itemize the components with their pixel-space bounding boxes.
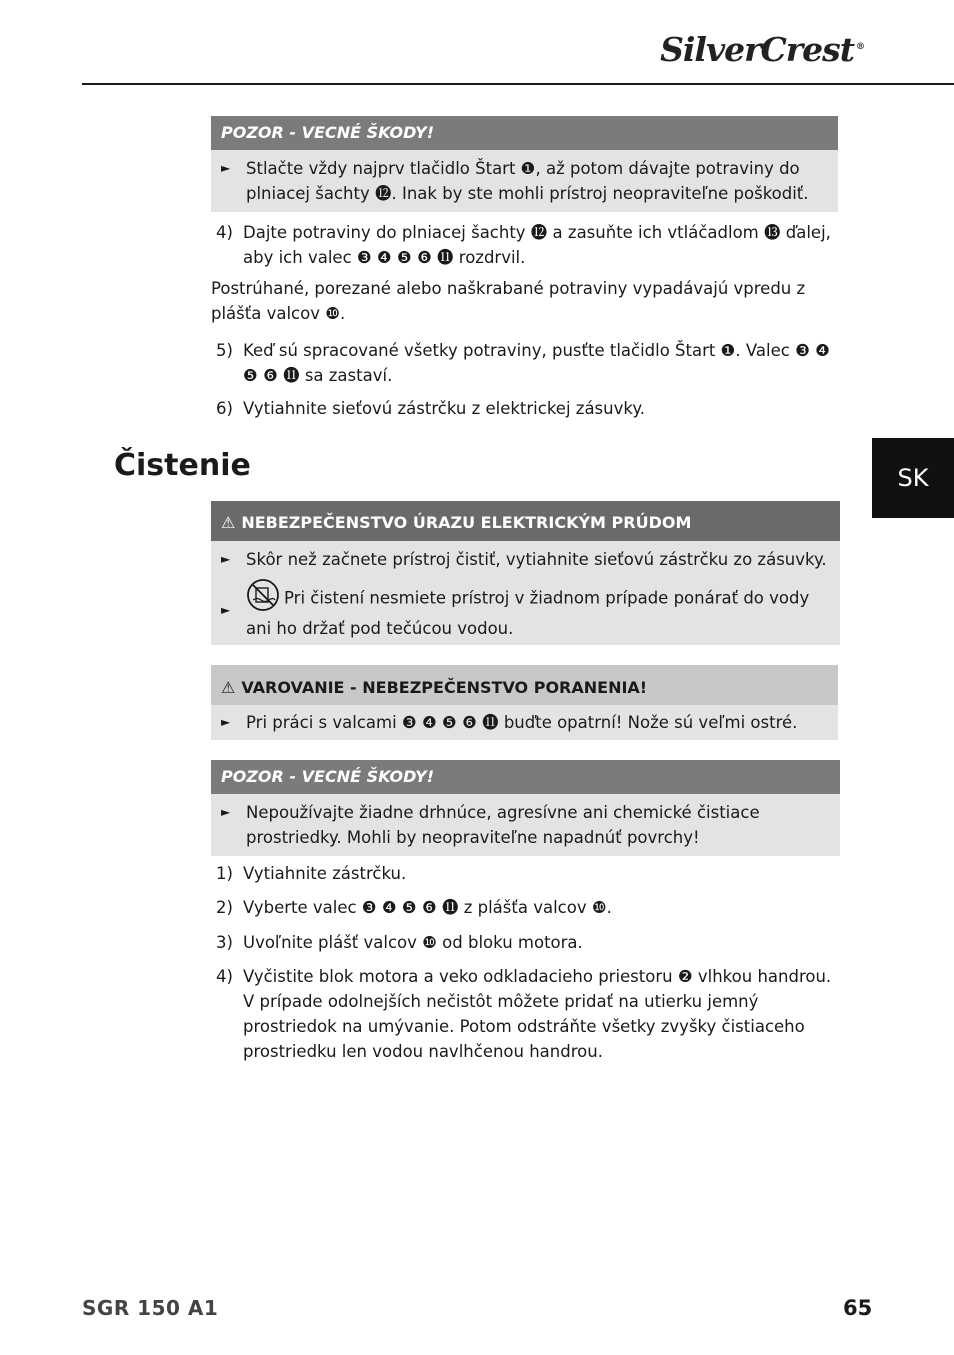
notice-box-property-damage [211,760,840,856]
step-item [216,396,841,421]
notice-header [211,501,840,541]
paragraph: Postrúhané, porezané alebo naškrabané potraviny vypadávajú vpredu z plášťa valcov ❿. [211,279,806,323]
header-rule [82,83,954,85]
notice-bullet [211,578,840,645]
step-item [216,220,841,270]
notice-bullet-text: Stlačte vždy najprv tlačidlo Štart ❶, až potom dávajte potraviny do plniacej šachty ⓬. Inak by ste mohli prístroj neopraviteľne poškodiť. [246,159,809,203]
no-immersion-icon [246,578,280,612]
section-title: Čistenie [114,448,251,483]
step-number: 1) [216,864,233,883]
step-text: Vytiahnite zástrčku. [243,864,407,883]
brand-logo [660,30,864,69]
step-item [216,964,841,1064]
notice-title: POZOR - VECNÉ ŠKODY! [211,116,838,150]
notice-bullet [211,150,838,212]
notice-header [211,665,838,705]
bullet-arrow-icon: ► [221,715,231,729]
notice-title: VAROVANIE - NEBEZPEČENSTVO PORANENIA! [241,678,648,697]
page-number: 65 [843,1296,873,1320]
notice-title: POZOR - VECNÉ ŠKODY! [211,760,840,794]
notice-box-injury [211,665,838,740]
step-number: 2) [216,898,233,917]
notice-title: NEBEZPEČENSTVO ÚRAZU ELEKTRICKÝM PRÚDOM [241,513,692,532]
bullet-arrow-icon: ► [221,603,231,617]
step-text: Uvoľnite plášť valcov ❿ od bloku motora. [243,933,583,952]
step-item [216,895,841,920]
step-number: 3) [216,933,233,952]
notice-bullet-text: Pri práci s valcami ❸ ❹ ❺ ❻ ⓫ buďte opatrní! Nože sú veľmi ostré. [246,713,798,732]
step-item [216,338,841,388]
notice-box-property-damage [211,116,838,212]
step-text: Vytiahnite sieťovú zástrčku z elektrickej zásuvky. [243,399,646,418]
step-item [216,861,841,886]
notice-bullet [211,705,838,740]
warning-triangle-icon: ⚠ [221,513,236,532]
warning-triangle-icon: ⚠ [221,678,236,697]
bullet-arrow-icon: ► [221,552,231,566]
registered-mark: ® [856,42,864,52]
bullet-arrow-icon: ► [221,161,231,175]
step-text: Keď sú spracované všetky potraviny, pusťte tlačidlo Štart ❶. Valec ❸ ❹ ❺ ❻ ⓫ sa zastaví. [243,341,830,385]
brand-name: SilverCrest [660,30,854,69]
bullet-arrow-icon: ► [221,805,231,819]
step-item [216,930,841,955]
notice-bullet [211,794,840,856]
notice-bullet [211,541,840,578]
notice-bullet-text: Pri čistení nesmiete prístroj v žiadnom prípade ponárať do vody ani ho držať pod tečúcou vodou. [246,588,810,638]
step-number: 4) [216,967,233,986]
language-tab: SK [872,438,954,518]
step-text: Dajte potraviny do plniacej šachty ⓬ a zasuňte ich vtláčadlom ⓭ ďalej, aby ich valec ❸ ❹ ❺ ❻ ⓫ rozdrvil. [243,223,831,267]
step-number: 5) [216,341,233,360]
step-text: Vyčistite blok motora a veko odkladacieho priestoru ❷ vlhkou handrou. V prípade odolnejších nečistôt môžete pridať na utierku jemný prostriedok na umývanie. Potom odstráňte všetky zvyšky čistiaceho prostriedku len vodou navlhčenou handrou. [243,967,832,1061]
step-number: 6) [216,399,233,418]
notice-box-electric-shock [211,501,840,645]
footer-model: SGR 150 A1 [82,1296,219,1320]
step-number: 4) [216,223,233,242]
step-text: Vyberte valec ❸ ❹ ❺ ❻ ⓫ z plášťa valcov ❿. [243,898,612,917]
notice-bullet-text: Skôr než začnete prístroj čistiť, vytiahnite sieťovú zástrčku zo zásuvky. [246,550,827,569]
notice-bullet-text: Nepoužívajte žiadne drhnúce, agresívne ani chemické čistiace prostriedky. Mohli by neopraviteľne napadnúť povrchy! [246,803,760,847]
